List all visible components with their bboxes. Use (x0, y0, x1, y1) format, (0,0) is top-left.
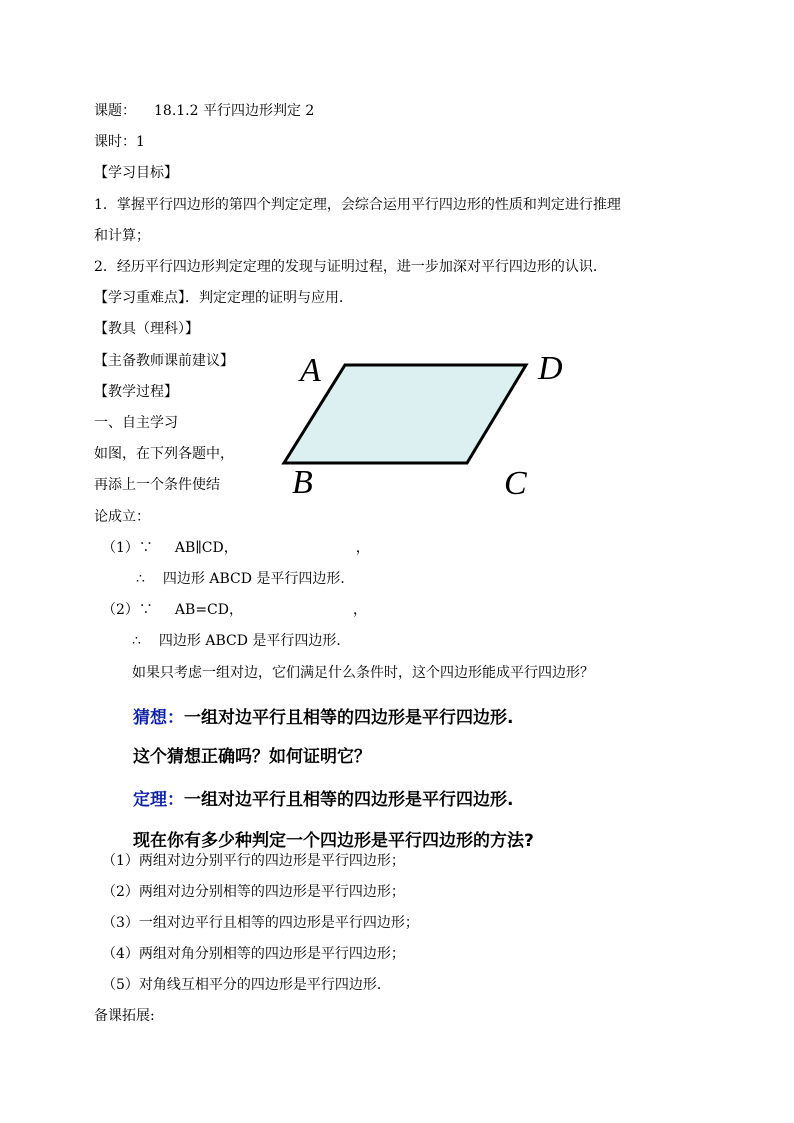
advice-line: 【主备教师课前建议】 (94, 353, 234, 369)
vertex-label-d: D (538, 350, 563, 387)
theorem-line (133, 789, 513, 811)
q1-given: AB∥CD， (174, 540, 238, 556)
process-line: 【教学过程】 (94, 384, 178, 400)
goal-item-1-line-1: 1．掌握平行四边形的第四个判定定理，会综合运用平行四边形的性质和判定进行推理 (94, 197, 621, 213)
vertex-label-b: B (292, 464, 313, 501)
prove-question: 这个猜想正确吗？如何证明它？ (133, 747, 371, 767)
extension-line: 备课拓展: (94, 1008, 155, 1024)
methods-question: 现在你有多少种判定一个四边形是平行四边形的方法? (133, 831, 534, 851)
because-symbol: ∵ (138, 540, 153, 556)
q1-number: （1） (102, 540, 139, 556)
selfstudy-heading: 一、自主学习 (94, 415, 178, 431)
q2-conclusion-line (132, 631, 350, 651)
selfstudy-line-2: 再添上一个条件使结 (94, 477, 220, 493)
theorem-text: 一组对边平行且相等的四边形是平行四边形. (184, 790, 514, 810)
conjecture-line (133, 707, 513, 729)
q2-conclusion: 四边形 ABCD 是平行四边形． (158, 633, 351, 649)
goal-item-1-line-2: 和计算； (94, 228, 150, 244)
list-item: （2）两组对边分别相等的四边形是平行四边形； (102, 884, 405, 900)
q1-conclusion: 四边形 ABCD 是平行四边形． (162, 571, 355, 587)
q2-blank-comma: ， (353, 602, 367, 618)
q2-given-line (102, 600, 367, 620)
topic-value: 18.1.2 平行四边形判定 2 (154, 103, 315, 119)
because-symbol: ∵ (138, 602, 153, 618)
parallelogram-figure (270, 345, 580, 505)
vertex-label-c: C (504, 465, 527, 502)
list-item: （1）两组对边分别平行的四边形是平行四边形； (102, 853, 405, 869)
conjecture-label: 猜想： (133, 708, 184, 728)
q2-given: AB=CD， (174, 602, 243, 618)
selfstudy-line-3: 论成立： (94, 509, 150, 525)
goals-heading: 【学习目标】 (94, 165, 178, 181)
question-line: 如果只考虑一组对边，它们满足什么条件时，这个四边形能成平行四边形？ (132, 665, 594, 681)
q2-number: （2） (102, 602, 139, 618)
selfstudy-line-1: 如图，在下列各题中， (94, 446, 234, 462)
theorem-label: 定理： (133, 790, 184, 810)
topic-label: 课题： (94, 103, 136, 119)
list-item: （3）一组对边平行且相等的四边形是平行四边形； (102, 915, 419, 931)
topic-line (94, 101, 314, 121)
conjecture-text: 一组对边平行且相等的四边形是平行四边形. (184, 708, 514, 728)
focus-line: 【学习重难点】．判定定理的证明与应用． (94, 290, 353, 306)
period-line: 课时：1 (94, 134, 145, 150)
vertex-label-a: A (300, 352, 321, 389)
q1-conclusion-line (136, 569, 354, 589)
therefore-symbol: ∴ (132, 633, 141, 649)
q1-blank-comma: ， (355, 540, 370, 556)
goal-item-2: 2．经历平行四边形判定定理的发现与证明过程，进一步加深对平行四边形的认识． (94, 259, 607, 275)
therefore-symbol: ∴ (136, 571, 145, 587)
list-item: （4）两组对角分别相等的四边形是平行四边形； (102, 946, 405, 962)
list-item: （5）对角线互相平分的四边形是平行四边形． (102, 977, 391, 993)
tools-line: 【教具（理科）】 (94, 321, 199, 337)
q1-given-line (102, 538, 370, 558)
